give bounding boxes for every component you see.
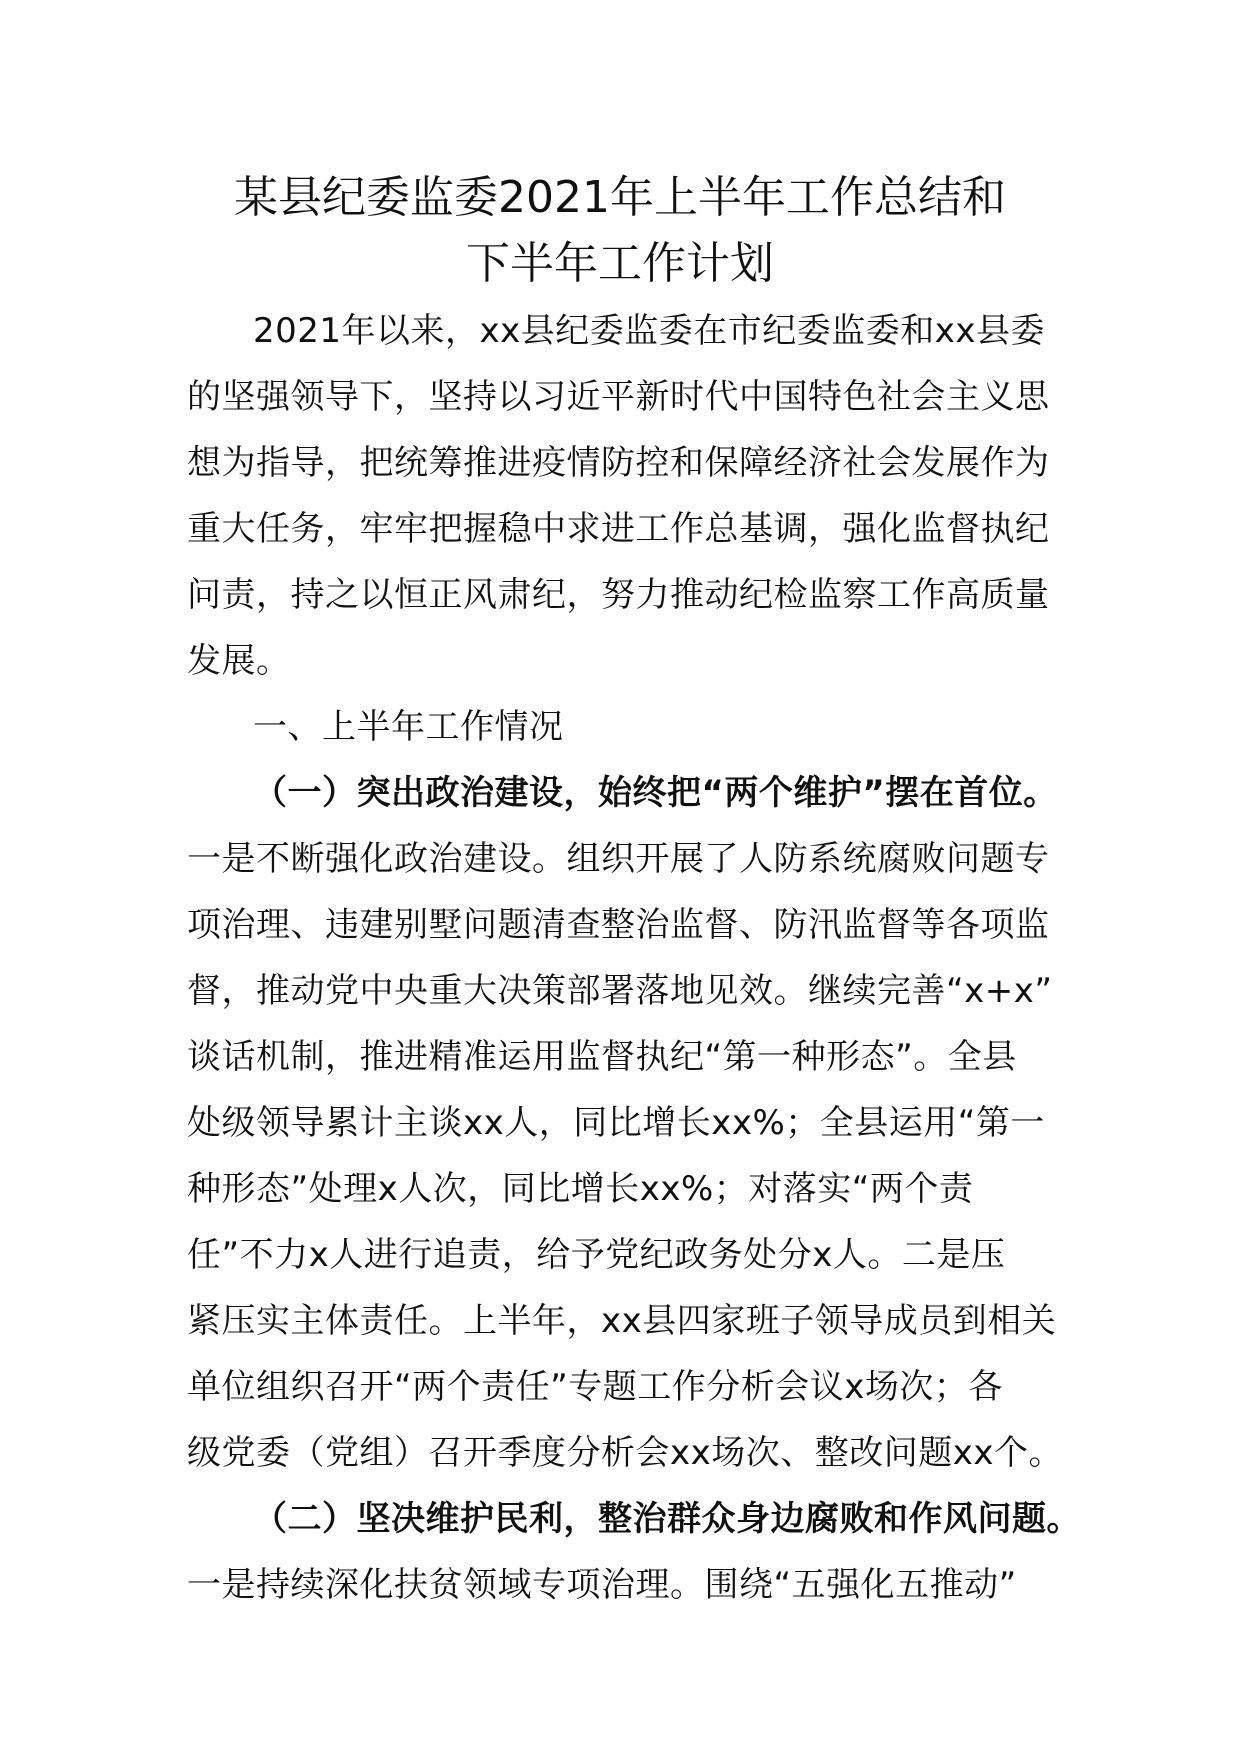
paragraph-line: 任”不力x人进行追责，给予党纪政务处分x人。二是压 <box>187 1235 1006 1275</box>
paragraph-line: 紧压实主体责任。上半年，xx县四家班子领导成员到相关 <box>187 1301 1057 1341</box>
paragraph-line: 重大任务，牢牢把握稳中求进工作总基调，强化监督执纪 <box>187 509 1050 549</box>
paragraph-line: 项治理、违建别墅问题清查整治监督、防汛监督等各项监 <box>187 905 1050 945</box>
paragraph-line: 问责，持之以恒正风肃纪，努力推动纪检监察工作高质量 <box>187 575 1050 615</box>
paragraph-line: 级党委（党组）召开季度分析会xx场次、整改问题xx个。 <box>187 1433 1063 1473</box>
paragraph-line: 想为指导，把统筹推进疫情防控和保障经济社会发展作为 <box>187 443 1050 483</box>
paragraph-line: 单位组织召开“两个责任”专题工作分析会议x场次；各 <box>187 1367 1003 1407</box>
subsection-heading: （一）突出政治建设，始终把“两个维护”摆在首位。 <box>253 773 1058 813</box>
paragraph-line: 一是不断强化政治建设。组织开展了人防系统腐败问题专 <box>187 839 1050 879</box>
paragraph-line: 发展。 <box>187 641 291 681</box>
document-title-line-2: 下半年工作计划 <box>466 238 774 289</box>
paragraph-line: 督，推动党中央重大决策部署落地见效。继续完善“x+x” <box>187 971 1053 1011</box>
section-heading: 一、上半年工作情况 <box>253 707 564 747</box>
paragraph-line: 处级领导累计主谈xx人，同比增长xx%；全县运用“第一 <box>187 1103 1045 1143</box>
subsection-heading: （二）坚决维护民利，整治群众身边腐败和作风问题。 <box>253 1499 1081 1539</box>
paragraph-line: 2021年以来，xx县纪委监委在市纪委监委和xx县委 <box>253 311 1046 351</box>
paragraph-line: 一是持续深化扶贫领域专项治理。围绕“五强化五推动” <box>187 1565 1017 1605</box>
paragraph-line: 种形态”处理x人次，同比增长xx%；对落实“两个责 <box>187 1169 974 1209</box>
document-title-line-1: 某县纪委监委2021年上半年工作总结和 <box>234 172 1006 223</box>
paragraph-line: 的坚强领导下，坚持以习近平新时代中国特色社会主义思 <box>187 377 1050 417</box>
paragraph-line: 谈话机制，推进精准运用监督执纪“第一种形态”。全县 <box>187 1037 1017 1077</box>
document-body <box>187 298 1081 1618</box>
